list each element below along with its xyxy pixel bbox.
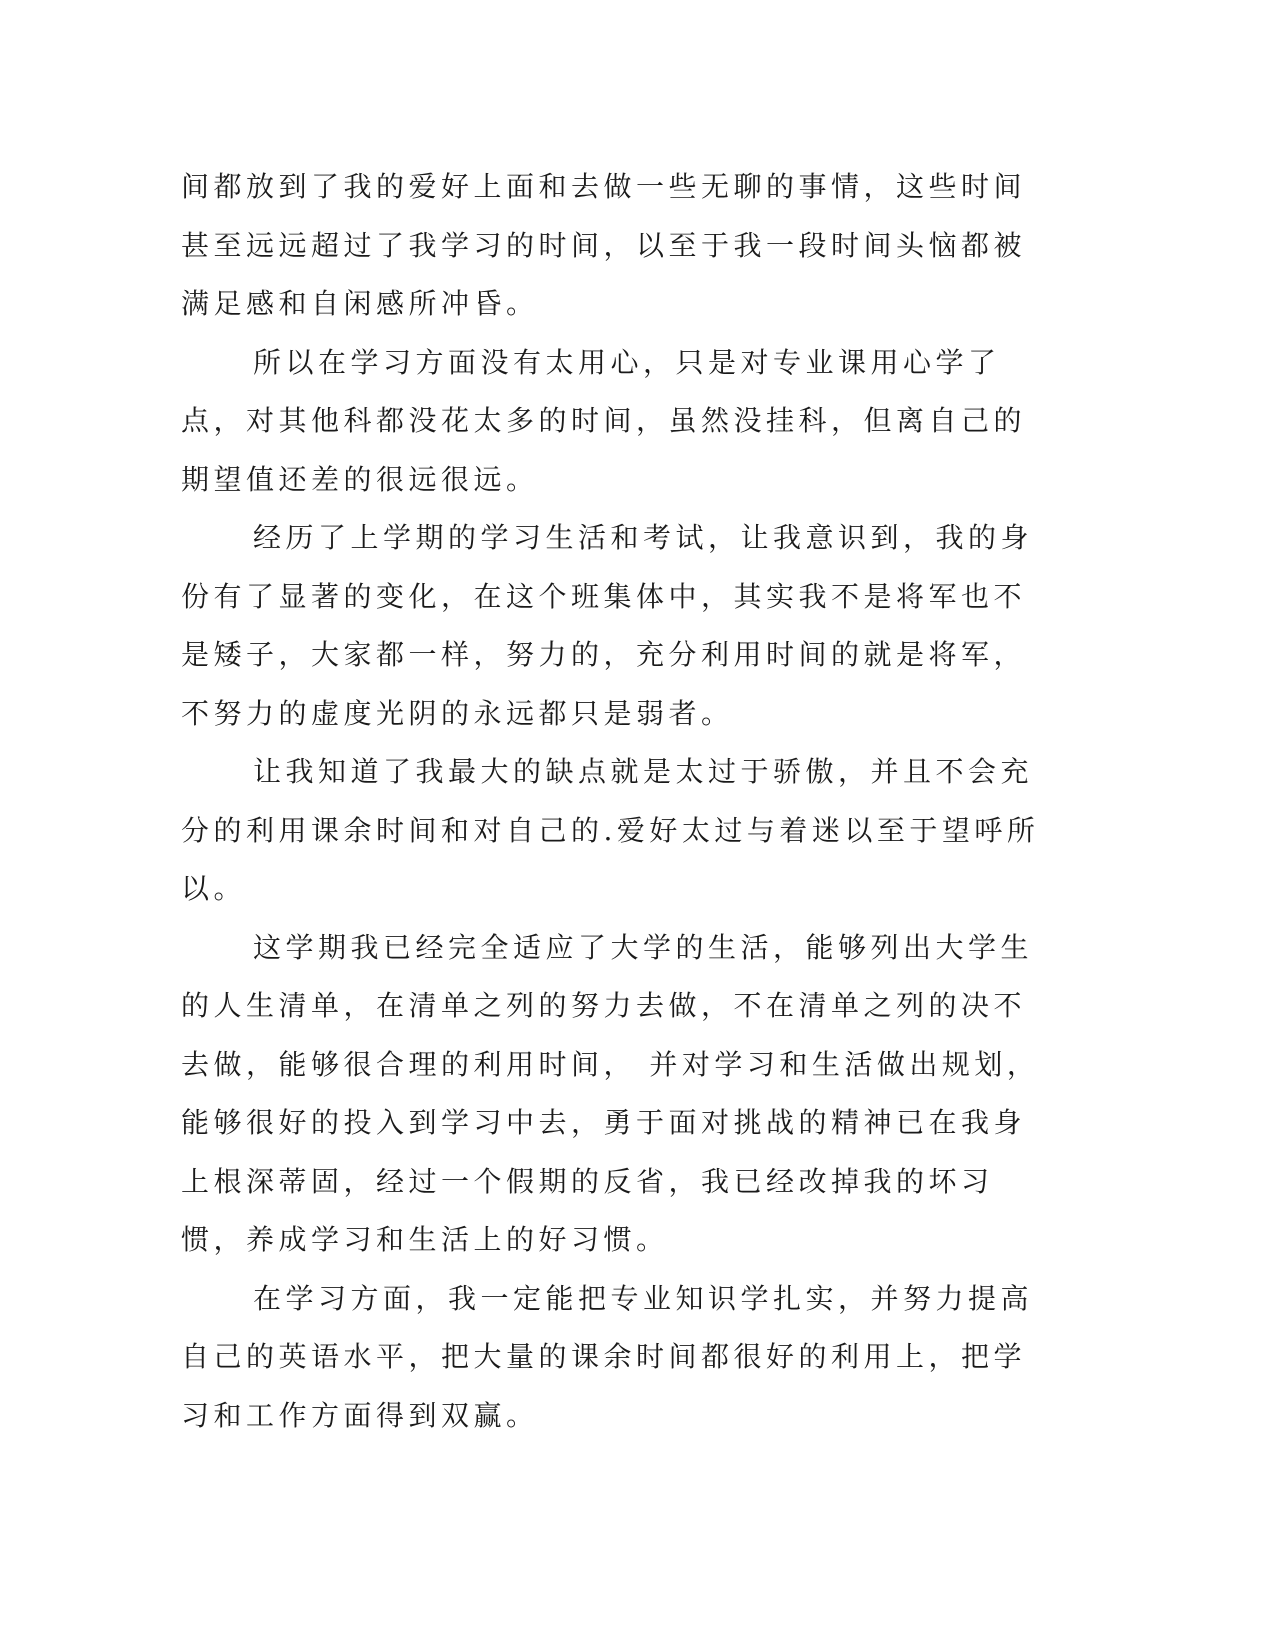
paragraph: 在学习方面，我一定能把专业知识学扎实，并努力提高自己的英语水平，把大量的课余时间都很好的利用上，把学习和工作方面得到双赢。 <box>181 1281 1034 1432</box>
document-body <box>181 158 1041 1445</box>
paragraph: 这学期我已经完全适应了大学的生活，能够列出大学生的人生清单，在清单之列的努力去做，不在清单之列的决不去做，能够很合理的利用时间， 并对学习和生活做出规划，能够很好的投入到学习中去，勇于面对挑战的精神已在我身上根深蒂固，经过一个假期的反省，我已经改掉我的坏习惯，养成学习和生活上的好习惯。 <box>181 930 1040 1256</box>
paragraph: 所以在学习方面没有太用心，只是对专业课用心学了点，对其他科都没花太多的时间，虽然没挂科，但离自己的期望值还差的很远很远。 <box>181 345 1027 496</box>
paragraph: 让我知道了我最大的缺点就是太过于骄傲，并且不会充分的利用课余时间和对自己的.爱好太过与着迷以至于望呼所以。 <box>181 755 1040 905</box>
paragraph: 经历了上学期的学习生活和考试，让我意识到，我的身份有了显著的变化，在这个班集体中，其实我不是将军也不是矮子，大家都一样，努力的，充分利用时间的就是将军，不努力的虚度光阴的永远都只是弱者。 <box>181 521 1034 730</box>
paragraph-continuation: 间都放到了我的爱好上面和去做一些无聊的事情，这些时间甚至远远超过了我学习的时间，以至于我一段时间头恼都被满足感和自闲感所冲昏。 <box>181 170 1027 320</box>
